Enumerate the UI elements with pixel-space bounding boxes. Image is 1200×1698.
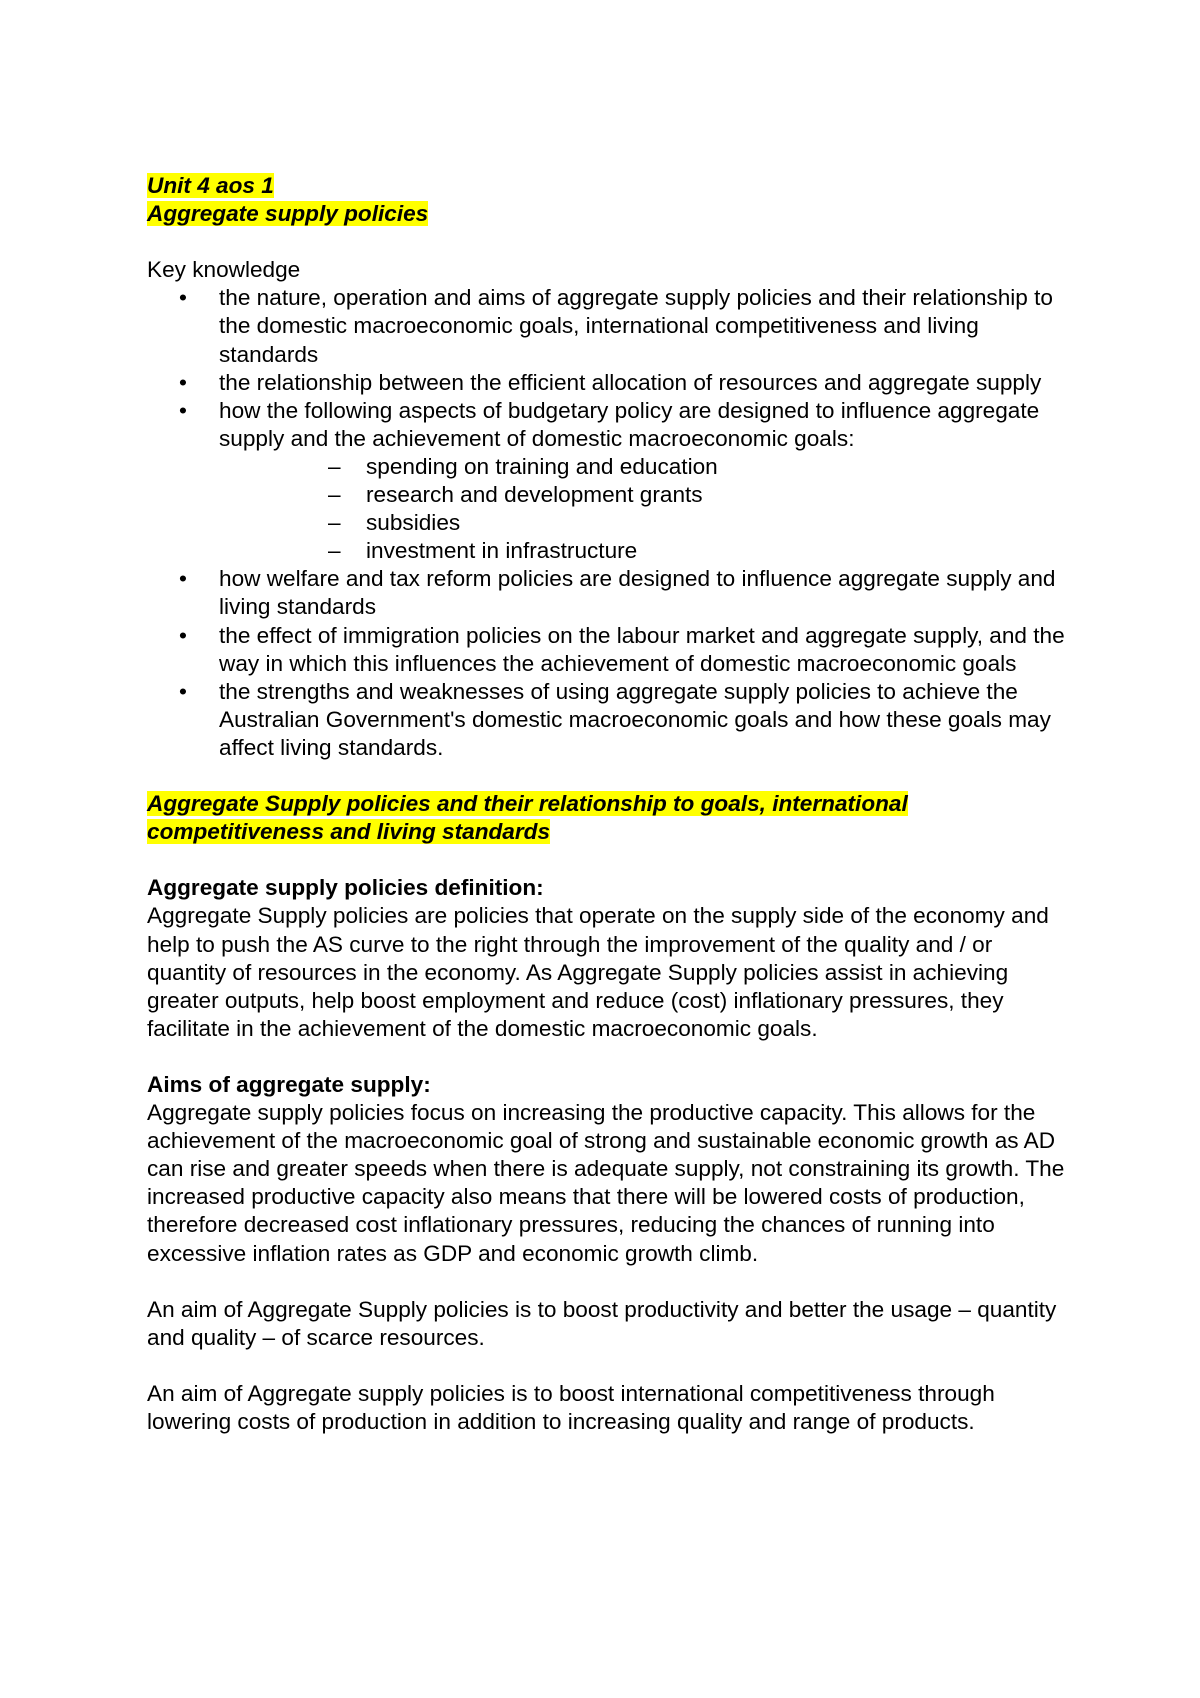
spacer bbox=[147, 1268, 1077, 1296]
section-heading-text: Aggregate Supply policies and their relationship to goals, international competitiveness and living standards bbox=[147, 791, 908, 845]
document-title: Aggregate supply policies bbox=[147, 201, 429, 227]
budgetary-sub-list bbox=[147, 453, 1077, 565]
spacer bbox=[147, 228, 1077, 256]
key-knowledge-item: • the relationship between the efficient allocation of resources and aggregate supply bbox=[219, 369, 1077, 397]
unit-label: Unit 4 aos 1 bbox=[147, 173, 274, 198]
section-heading bbox=[147, 790, 1077, 846]
document-page bbox=[147, 172, 1077, 1436]
sub-list-item: – investment in infrastructure bbox=[366, 537, 1077, 565]
spacer bbox=[147, 1043, 1077, 1071]
productivity-aim-paragraph: An aim of Aggregate Supply policies is to boost productivity and better the usage – quantity and quality – of scarce resources. bbox=[147, 1296, 1057, 1350]
aims-heading: Aims of aggregate supply: bbox=[147, 1072, 431, 1097]
key-knowledge-item: • the nature, operation and aims of aggregate supply policies and their relationship to the domestic macroeconomic goals, international competitiveness and living standards bbox=[219, 284, 1077, 368]
sub-list-item: – research and development grants bbox=[366, 481, 1077, 509]
unit-heading bbox=[147, 172, 1077, 228]
spacer bbox=[147, 846, 1077, 874]
competitiveness-aim-paragraph: An aim of Aggregate supply policies is to boost international competitiveness through lowering costs of production in addition to increasing quality and range of products. bbox=[147, 1381, 995, 1435]
definition-heading: Aggregate supply policies definition: bbox=[147, 875, 544, 901]
key-knowledge-label: Key knowledge bbox=[147, 257, 301, 283]
key-knowledge-item: • the strengths and weaknesses of using aggregate supply policies to achieve the Australian Government's domestic macroeconomic goals and how these goals may affect living standards. bbox=[219, 678, 1077, 762]
key-knowledge-item-text: how the following aspects of budgetary policy are designed to influence aggregate supply and the achievement of domestic macroeconomic goals: bbox=[219, 397, 1040, 451]
sub-list-item: – subsidies bbox=[366, 509, 1077, 537]
spacer bbox=[147, 1352, 1077, 1380]
spacer bbox=[147, 762, 1077, 790]
definition-paragraph: Aggregate Supply policies are policies that operate on the supply side of the economy and help to push the AS curve to the right through the improvement of the quality and / or quantity of resources in the economy. As Aggregate Supply policies assist in achieving greater outputs, help boost employment and reduce (cost) inflationary pressures, they facilitate in the achievement of the domestic macroeconomic goals. bbox=[147, 903, 1049, 1041]
key-knowledge-item-budgetary bbox=[219, 397, 1077, 453]
key-knowledge-item: • the effect of immigration policies on the labour market and aggregate supply, and the way in which this influences the achievement of domestic macroeconomic goals bbox=[219, 622, 1077, 678]
key-knowledge-list bbox=[147, 284, 1077, 453]
aims-paragraph: Aggregate supply policies focus on increasing the productive capacity. This allows for the achievement of the macroeconomic goal of strong and sustainable economic growth as AD can rise and greater speeds when there is adequate supply, not constraining its growth. The increased productive capacity also means that there will be lowered costs of production, therefore decreased cost inflationary pressures, reducing the chances of running into excessive inflation rates as GDP and economic growth climb. bbox=[147, 1100, 1065, 1266]
key-knowledge-item: • how welfare and tax reform policies are designed to influence aggregate supply and living standards bbox=[219, 565, 1077, 621]
key-knowledge-list-continued bbox=[147, 565, 1077, 762]
sub-list-item: – spending on training and education bbox=[366, 453, 1077, 481]
